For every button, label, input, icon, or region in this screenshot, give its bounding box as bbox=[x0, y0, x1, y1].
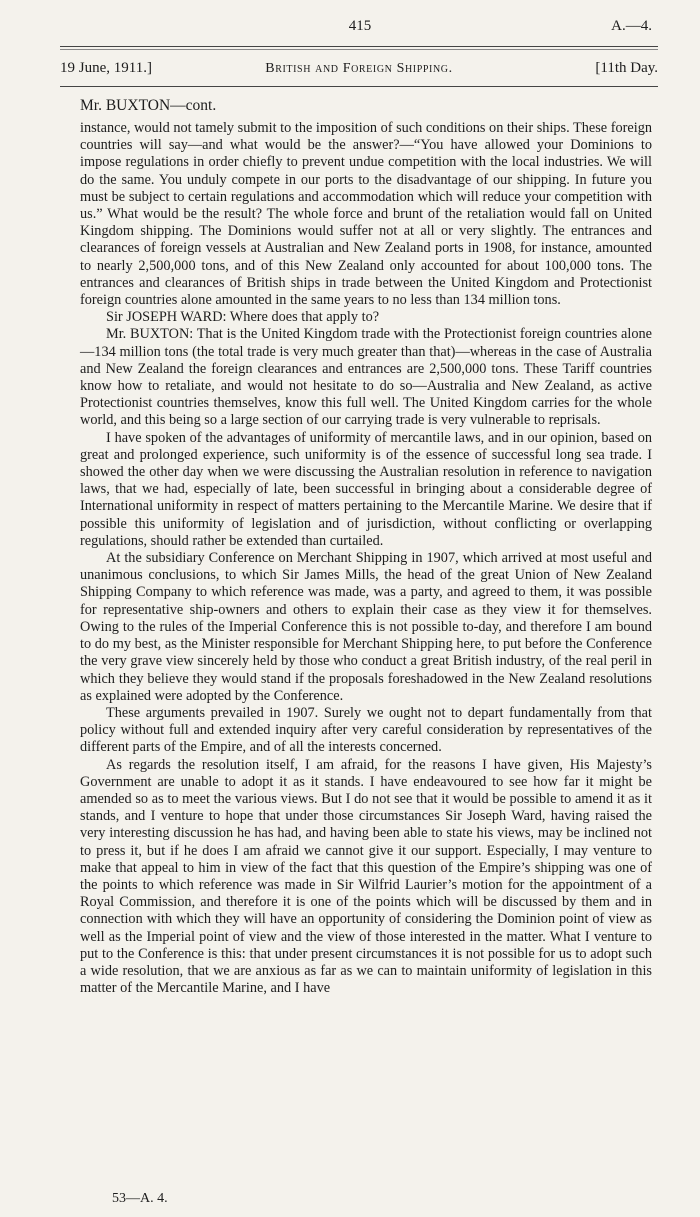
top-line bbox=[60, 18, 660, 42]
running-head-rule bbox=[60, 86, 658, 87]
paragraph: These arguments prevailed in 1907. Surely we ought not to depart fundamentally from that policy without full and extended inquiry after very careful consideration by representatives of the different parts of the Empire, and of all the interests concerned. bbox=[80, 704, 652, 756]
paragraph: I have spoken of the advantages of uniformity of mercantile laws, and in our opinion, based on great and prolonged experience, such uniformity is of the essence of successful long sea trade. I showed the other day when we were discussing the Australian resolution in reference to navigation laws, that we had, especially of late, been successful in bringing about a considerable degree of International uniformity in respect of matters pertaining to the Mercantile Marine. We desire that if possible this uniformity of legislation and of jurisdiction, without conflicting or overlapping regulations, should rather be extended than curtailed. bbox=[80, 429, 652, 549]
running-head-day: [11th Day. bbox=[595, 60, 658, 76]
header-rule bbox=[60, 46, 658, 47]
running-head-title: British and Foreign Shipping. bbox=[265, 61, 453, 76]
paragraph: Sir JOSEPH WARD: Where does that apply to? bbox=[106, 309, 380, 326]
running-head-date: 19 June, 1911.] bbox=[60, 60, 152, 76]
paragraph: At the subsidiary Conference on Merchant Shipping in 1907, which arrived at most useful and unanimous conclusions, to which Sir James Mills, the head of the great Union of New Zealand Shipping Company to which reference was made, was a party, and agreed to them, it was possible for representative ship-owners and others to explain their case as they view it for themselves. Owing to the rules of the Imperial Conference this is not possible to-day, and therefore I am bound to do my best, as the Minister responsible for Merchant Shipping here, to put before the Conference the very grave view sincerely held by those who conduct a great British industry, of the real peril in which they believe they would stand if the proposals foreshadowed in the New Zealand resolutions as explained were adopted by the Conference. bbox=[80, 550, 652, 704]
signature-mark: 53—A. 4. bbox=[112, 1191, 168, 1206]
paragraph: As regards the resolution itself, I am afraid, for the reasons I have given, His Majesty’s Government are unable to adopt it as it stands. I have endeavoured to see how far it might be amended so as to meet the various views. But I do not see that it would be possible to amend it as it stands, and I venture to hope that under those circumstances Sir Joseph Ward, having raised the very interesting discussion he has had, and having been able to state his views, may be inclined not to press it, but if he does I am afraid we cannot give it our support. Especially, I may venture to make that appeal to him in view of the fact that this question of the Empire’s shipping was one of the points to which reference was made in Sir Wilfrid Laurier’s motion for the appointment of a Royal Commission, and therefore it is one of the points which will be discussed by them and in connection with which they will have an opportunity of considering the Dominion point of view as well as the Imperial point of view and the view of those interested in the matter. What I venture to put to the Conference is this: that under present circumstances it is not possible for us to adopt such a wide resolution, that we are anxious as far as we can to maintain uniformity of legislation in this matter of the Mercantile Marine, and I have bbox=[80, 756, 652, 997]
body-text bbox=[80, 120, 652, 997]
document-reference: A.—4. bbox=[611, 18, 652, 34]
running-head bbox=[60, 60, 658, 82]
paragraph: instance, would not tamely submit to the imposition of such conditions on their ships. These foreign countries will say—and what would be the answer?—“You have allowed your Dominions to impose regulations in order chiefly to prevent undue competition with the local industries. We will do the same. You unduly compete in our ports to the disadvantage of our shipping. In future you must be subject to certain regulations and accommodation which will reduce your competition with us.” What would be the result? The whole force and brunt of the retaliation would fall on United Kingdom shipping. The Dominions would suffer not at all or very slightly. The entrances and clearances of foreign vessels at Australian and New Zealand ports in 1908, for instance, amounted to nearly 2,500,000 tons, and of this New Zealand only accounted for about 100,000 tons. The entrances and clearances of British ships in trade between the United Kingdom and Protectionist foreign countries alone amounted in the same years to no less than 134 million tons. bbox=[80, 120, 652, 309]
header-rule-thin bbox=[60, 49, 658, 50]
page-number: 415 bbox=[348, 18, 372, 34]
paragraph: Mr. BUXTON: That is the United Kingdom trade with the Protectionist foreign countries alone—134 million tons (the total trade is very much greater than that)—whereas in the case of Australia and New Zealand the foreign clearances and entrances are 2,500,000 tons. These Tariff countries know how to retaliate, and would not hesitate to do so—Australia and New Zealand, as active Protectionist countries themselves, know this full well. The United Kingdom carries for the whole world, and this being so a large section of our carrying trade is very vulnerable to reprisals. bbox=[80, 326, 652, 429]
speaker-line: Mr. BUXTON—cont. bbox=[80, 97, 217, 114]
